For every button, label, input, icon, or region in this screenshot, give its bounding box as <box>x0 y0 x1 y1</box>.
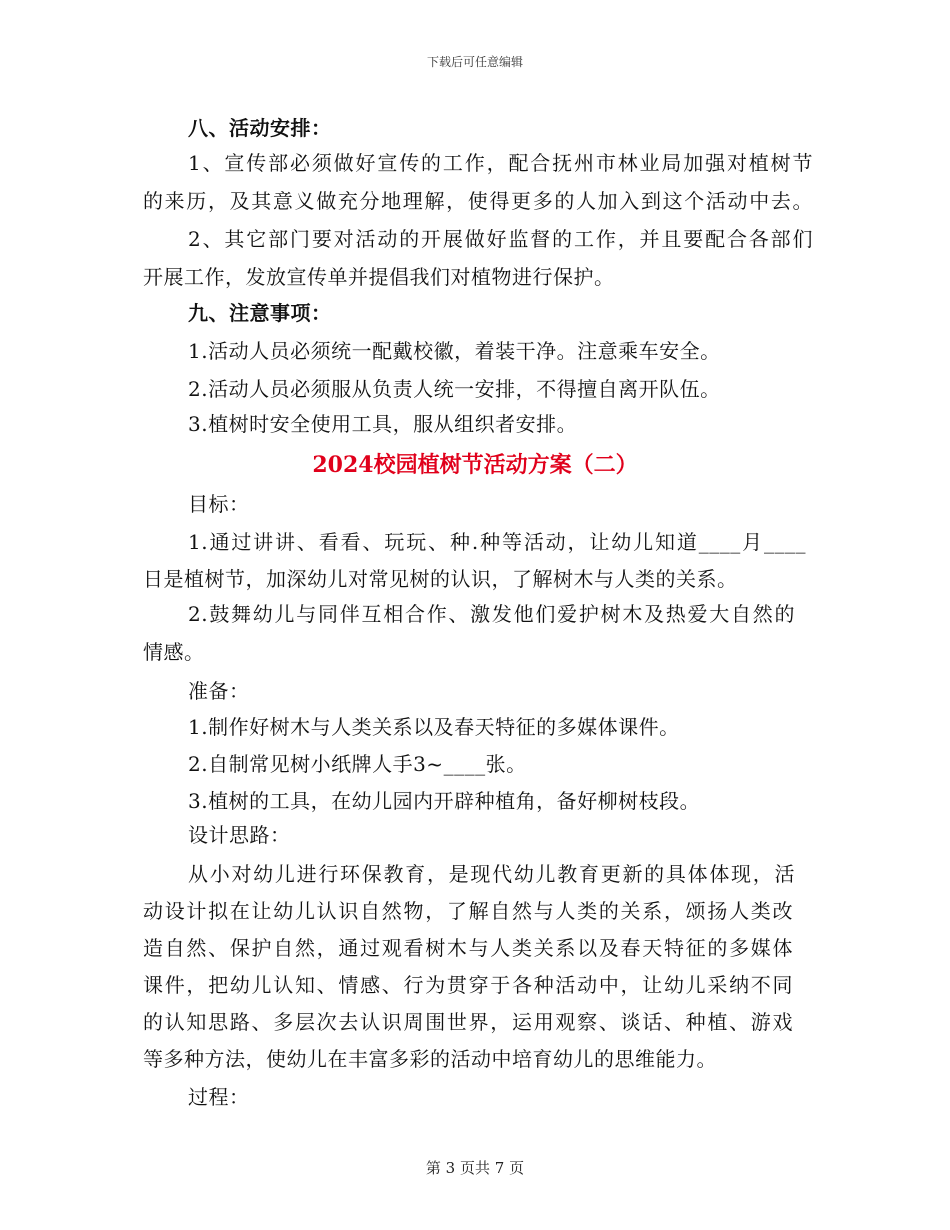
paragraph-line: 等多种方法，使幼儿在丰富多彩的活动中培育幼儿的思维能力。 <box>143 1047 717 1071</box>
list-item: 3.植树的工具，在幼儿园内开辟种植角，备好柳树枝段。 <box>188 789 701 813</box>
paragraph-line: 课件，把幼儿认知、情感、行为贯穿于各种活动中，让幼儿采纳不同 <box>143 973 793 997</box>
list-item: 2.自制常见树小纸牌人手3~____张。 <box>188 752 527 776</box>
list-item: 1.活动人员必须统一配戴校徽，着装干净。注意乘车安全。 <box>188 339 721 363</box>
document-title: 2024校园植树节活动方案（二） <box>312 452 638 478</box>
paragraph-line: 日是植树节，加深幼儿对常见树的认识，了解树木与人类的关系。 <box>143 567 738 591</box>
list-item: 3.植树时安全使用工具，服从组织者安排。 <box>188 412 578 436</box>
list-item: 2.活动人员必须服从负责人统一安排，不得擅自离开队伍。 <box>188 377 721 401</box>
paragraph-line: 动设计拟在让幼儿认识自然物，了解自然与人类的关系，颂扬人类改 <box>143 899 793 923</box>
page-footer: 第 3 页共 7 页 <box>425 1159 525 1177</box>
section-label-design: 设计思路： <box>188 823 291 847</box>
paragraph-line: 从小对幼儿进行环保教育，是现代幼儿教育更新的具体体现，活 <box>188 862 795 886</box>
section-heading-9: 九、注意事项： <box>188 301 332 325</box>
paragraph-line: 2、其它部门要对活动的开展做好监督的工作，并且要配合各部们 <box>188 227 813 251</box>
paragraph-line: 的认知思路、多层次去认识周围世界，运用观察、谈话、种植、游戏 <box>143 1010 793 1034</box>
list-item: 1.制作好树木与人类关系以及春天特征的多媒体课件。 <box>188 715 680 739</box>
section-heading-8: 八、活动安排： <box>188 116 332 140</box>
paragraph-line: 1、宣传部必须做好宣传的工作，配合抚州市林业局加强对植树节 <box>188 151 813 175</box>
section-label-process: 过程： <box>188 1085 250 1109</box>
list-item: 2.鼓舞幼儿与同伴互相合作、激发他们爱护树木及热爱大自然的 <box>188 602 795 626</box>
paragraph-line: 造自然、保护自然，通过观看树木与人类关系以及春天特征的多媒体 <box>143 936 793 960</box>
paragraph-line: 的来历，及其意义做充分地理解，使得更多的人加入到这个活动中去。 <box>143 189 813 213</box>
section-label-preparation: 准备： <box>188 679 250 703</box>
paragraph-line: 情感。 <box>143 640 205 664</box>
list-item: 1.通过讲讲、看看、玩玩、种.种等活动，让幼儿知道____月____ <box>188 530 806 554</box>
page-header: 下载后可任意编辑 <box>426 55 523 69</box>
paragraph-line: 开展工作，发放宣传单并提倡我们对植物进行保护。 <box>143 265 615 289</box>
section-label-goals: 目标： <box>188 492 250 516</box>
